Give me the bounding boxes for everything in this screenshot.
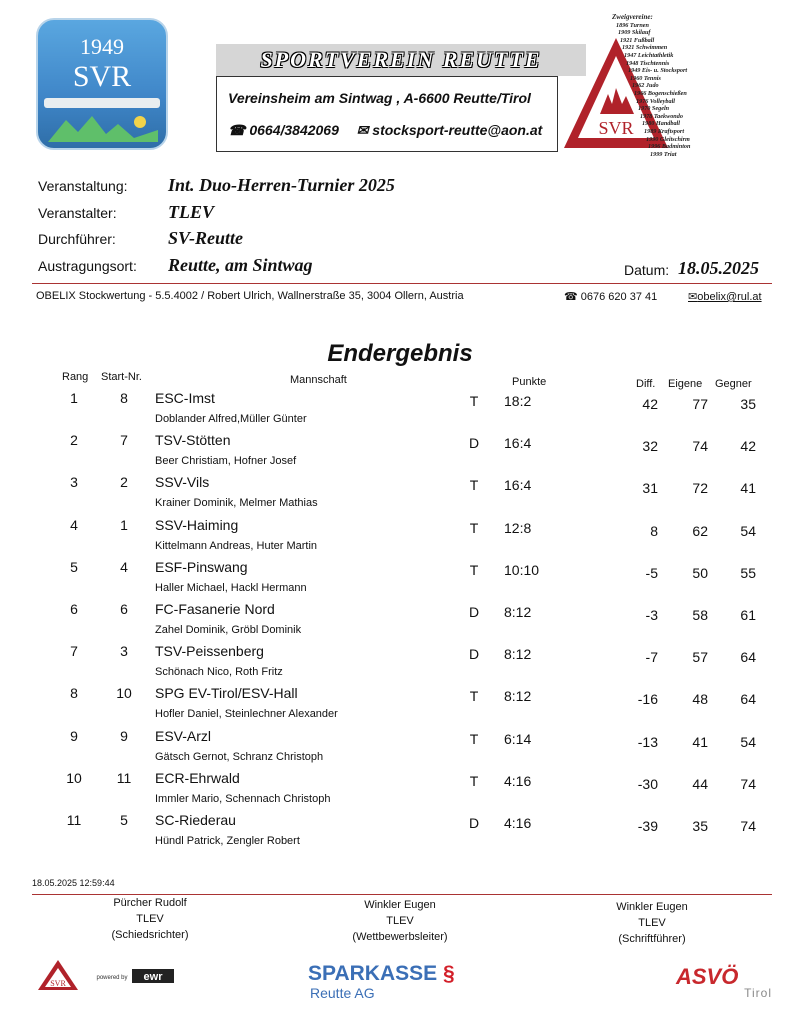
team-name: ESV-Arzl	[155, 727, 212, 744]
branch-item: 1948 Tischtennis	[626, 59, 670, 67]
country-code: D	[468, 646, 480, 663]
branch-item: 1949 Eis- u. Stocksport	[628, 67, 688, 75]
print-timestamp: 18.05.2025 12:59:44	[32, 878, 115, 888]
asvo-name: ASVÖ	[676, 964, 739, 989]
ort-value: Reutte, am Sintwag	[168, 255, 313, 275]
rank-cell: 2	[70, 432, 78, 449]
team-players: Doblander Alfred,Müller Günter	[155, 413, 307, 425]
own-score-cell: 77	[692, 396, 708, 412]
software-info: OBELIX Stockwertung - 5.5.4002 / Robert Ulrich, Wallnerstraße 35, 3004 Ollern, Austria	[36, 290, 464, 302]
triangle-abbr: SVR	[598, 118, 634, 138]
start-number-cell: 3	[120, 643, 128, 660]
team-players: Kittelmann Andreas, Huter Martin	[155, 539, 318, 552]
sparkasse-logo	[308, 962, 508, 1000]
team-name: SSV-Vils	[155, 474, 210, 491]
points-cell: 16:4	[504, 435, 532, 452]
team-name: ECR-Ehrwald	[155, 769, 240, 786]
own-score-cell: 35	[692, 818, 708, 834]
veranstalter-value: TLEV	[168, 202, 215, 222]
start-number-cell: 5	[120, 812, 128, 828]
signature-role: (Wettbewerbsleiter)	[352, 931, 448, 943]
signature-role: (Schiedsrichter)	[111, 929, 189, 941]
col-header-team: Mannschaft	[290, 374, 347, 386]
team-name: TSV-Stötten	[155, 432, 231, 449]
address-box	[216, 76, 558, 152]
points-cell: 8:12	[504, 646, 532, 663]
signature-name: Winkler Eugen	[616, 901, 688, 913]
diff-cell: -16	[637, 691, 658, 708]
rank-cell: 6	[70, 601, 78, 617]
country-code: T	[469, 688, 479, 705]
team-name: TSV-Peissenberg	[155, 643, 264, 660]
team-name: ESF-Pinswang	[155, 558, 248, 575]
divider	[32, 283, 772, 284]
svr-ewr-sponsor-logo	[36, 958, 178, 992]
asvo-logo	[676, 964, 772, 1000]
start-number-cell: 6	[120, 601, 128, 617]
rank-cell: 8	[70, 685, 78, 702]
rank-cell: 10	[66, 769, 82, 786]
col-header-eigene: Eigene	[668, 378, 703, 390]
team-name: SC-Riederau	[155, 812, 236, 828]
durchfuehrer-label: Durchführer:	[38, 231, 116, 247]
datum-label: Datum:	[624, 262, 670, 278]
col-header-rang: Rang	[62, 371, 89, 383]
diff-cell: -30	[637, 775, 658, 792]
diff-cell: 42	[642, 396, 658, 412]
team-name: SSV-Haiming	[155, 516, 239, 533]
software-mail-line[interactable]	[688, 290, 762, 303]
diff-cell: -7	[645, 649, 658, 666]
club-name: SPORTVEREIN REUTTE	[260, 47, 542, 72]
own-score-cell: 44	[692, 775, 708, 792]
branch-item: 1962 Judo	[632, 82, 659, 90]
signature-role: (Schriftführer)	[618, 933, 686, 945]
club-email[interactable]: stocksport-reutte@aon.at	[372, 122, 543, 138]
points-cell: 6:14	[504, 730, 532, 747]
start-number-cell: 2	[120, 474, 128, 491]
diff-cell: 8	[650, 522, 658, 539]
points-cell: 8:12	[504, 688, 532, 705]
signature-org: TLEV	[638, 917, 666, 929]
points-cell: 18:2	[504, 393, 532, 409]
own-score-cell: 62	[692, 522, 708, 539]
branch-item: 1960 Tennis	[630, 74, 661, 82]
branch-item: 1978 Taekwondo	[640, 112, 683, 120]
own-score-cell: 72	[692, 480, 708, 497]
signature-block	[330, 897, 470, 945]
diff-cell: -39	[637, 818, 658, 834]
veranstaltung-label: Veranstaltung:	[38, 178, 128, 194]
own-score-cell: 48	[692, 691, 708, 708]
points-cell: 4:16	[504, 772, 532, 789]
start-number-cell: 8	[120, 390, 128, 406]
durchfuehrer-value: SV-Reutte	[168, 228, 244, 248]
team-name: SPG EV-Tirol/ESV-Hall	[155, 685, 298, 702]
veranstaltung-value: Int. Duo-Herren-Turnier 2025	[168, 175, 395, 195]
logo-year: 1949	[80, 34, 124, 59]
branch-item: 1996 Badminton	[648, 143, 691, 151]
signature-block	[80, 895, 220, 943]
veranstalter-label: Veranstalter:	[38, 205, 117, 221]
team-name: FC-Fasanerie Nord	[155, 601, 275, 617]
country-code: T	[469, 730, 479, 747]
datum-value: 18.05.2025	[678, 258, 759, 278]
own-score-cell: 41	[692, 733, 708, 750]
rank-cell: 5	[70, 558, 78, 575]
country-code: T	[469, 561, 479, 578]
country-code: D	[468, 435, 480, 452]
signature-name: Pürcher Rudolf	[113, 897, 187, 909]
branch-list	[612, 14, 792, 158]
team-players: Beer Christiam, Hofner Josef	[155, 455, 297, 468]
country-code: T	[469, 393, 479, 409]
opponent-score-cell: 61	[740, 607, 756, 623]
logo-abbr: SVR	[72, 60, 132, 93]
diff-cell: 31	[642, 480, 658, 497]
branch-item: 1909 Skilauf	[618, 29, 651, 37]
ort-label: Austragungsort:	[38, 258, 137, 274]
points-cell: 4:16	[504, 815, 532, 831]
branch-item: 1921 Schwimmen	[622, 44, 668, 52]
col-header-start: Start-Nr.	[101, 371, 142, 383]
rank-cell: 11	[66, 812, 82, 828]
branch-item: 1990 Gleitschirm	[646, 135, 690, 143]
sparkasse-name: SPARKASSE	[308, 962, 438, 985]
sponsor1-abbr: SVR	[50, 979, 66, 988]
signature-org: TLEV	[136, 913, 164, 925]
logo-ribbon	[44, 98, 160, 108]
results-title: Endergebnis	[327, 340, 473, 367]
branch-item: 1980 Handball	[642, 120, 680, 128]
diff-cell: -3	[645, 607, 658, 623]
signature-block	[582, 899, 722, 947]
start-number-cell: 7	[120, 432, 128, 449]
team-players: Hündl Patrick, Zengler Robert	[155, 835, 300, 847]
opponent-score-cell: 54	[740, 733, 756, 750]
country-code: D	[468, 815, 480, 831]
opponent-score-cell: 42	[740, 438, 756, 455]
mail-icon: ✉	[356, 122, 369, 138]
sparkasse-branch: Reutte AG	[310, 985, 375, 1001]
asvo-region: Tirol	[744, 986, 772, 1000]
own-score-cell: 58	[692, 607, 708, 623]
phone-icon: ☎	[228, 122, 246, 138]
team-players: Haller Michael, Hackl Hermann	[155, 581, 307, 594]
own-score-cell: 50	[692, 564, 708, 581]
country-code: D	[468, 604, 480, 620]
start-number-cell: 9	[120, 727, 128, 744]
opponent-score-cell: 74	[740, 818, 756, 834]
club-address: Vereinsheim am Sintwag , A-6600 Reutte/Tirol	[228, 90, 531, 106]
branch-item: 1896 Turnen	[616, 21, 649, 29]
mail-icon: ✉	[688, 291, 698, 303]
start-number-cell: 1	[120, 516, 128, 533]
branch-item: 1999 Triat	[650, 150, 677, 158]
sponsor1-brand: ewr	[143, 971, 163, 983]
rank-cell: 9	[70, 727, 78, 744]
sparkasse-s-icon: §	[442, 962, 455, 985]
rank-cell: 3	[70, 474, 78, 491]
phone-icon: ☎	[564, 291, 578, 303]
rank-cell: 4	[70, 516, 78, 533]
opponent-score-cell: 55	[740, 564, 756, 581]
col-header-gegner: Gegner	[715, 378, 752, 390]
club-logo-badge	[36, 18, 168, 150]
branch-item: 1970 Segeln	[638, 105, 670, 113]
opponent-score-cell: 64	[740, 649, 756, 666]
diff-cell: 32	[642, 438, 658, 455]
software-email[interactable]: obelix@rul.at	[697, 291, 762, 303]
rank-cell: 1	[70, 390, 78, 406]
start-number-cell: 4	[120, 558, 128, 575]
signature-name: Winkler Eugen	[364, 899, 436, 911]
sponsor1-powered: powered by	[96, 975, 128, 981]
country-code: T	[469, 772, 479, 789]
branch-item: 1947 Leichtathletik	[624, 51, 674, 59]
club-phone: 0664/3842069	[249, 122, 339, 138]
team-players: Schönach Nico, Roth Fritz	[155, 666, 283, 679]
branch-list-title: Zweigvereine:	[612, 13, 653, 21]
software-phone: 0676 620 37 41	[580, 291, 658, 303]
signature-org: TLEV	[386, 915, 414, 927]
branch-item: 1989 Kraftsport	[644, 127, 685, 135]
logo-landscape-icon	[48, 112, 158, 142]
points-cell: 16:4	[504, 477, 532, 494]
col-header-punkte: Punkte	[512, 376, 547, 388]
opponent-score-cell: 54	[740, 522, 756, 539]
branch-item: 1966 Bogenschießen	[634, 89, 687, 97]
branch-item: 1976 Volleyball	[636, 97, 676, 105]
start-number-cell: 11	[116, 769, 132, 786]
own-score-cell: 74	[692, 438, 708, 455]
points-cell: 10:10	[504, 561, 540, 578]
branch-item: 1921 Fußball	[620, 36, 655, 44]
diff-cell: -5	[645, 564, 658, 581]
points-cell: 8:12	[504, 604, 532, 620]
start-number-cell: 10	[116, 685, 132, 702]
club-contact	[228, 122, 542, 139]
opponent-score-cell: 35	[740, 396, 756, 412]
opponent-score-cell: 64	[740, 691, 756, 708]
country-code: T	[469, 519, 479, 536]
team-players: Immler Mario, Schennach Christoph	[155, 792, 331, 805]
col-header-diff: Diff.	[636, 378, 656, 390]
software-phone-line	[564, 290, 657, 303]
opponent-score-cell: 74	[740, 775, 756, 792]
own-score-cell: 57	[692, 649, 708, 666]
team-name: ESC-Imst	[155, 390, 215, 406]
country-code: T	[469, 477, 479, 494]
team-players: Hofler Daniel, Steinlechner Alexander	[155, 708, 338, 721]
points-cell: 12:8	[504, 519, 532, 536]
team-players: Gätsch Gernot, Schranz Christoph	[155, 750, 324, 763]
opponent-score-cell: 41	[740, 480, 756, 497]
team-players: Zahel Dominik, Gröbl Dominik	[155, 624, 302, 636]
diff-cell: -13	[637, 733, 658, 750]
rank-cell: 7	[70, 643, 78, 660]
team-players: Krainer Dominik, Melmer Mathias	[155, 497, 318, 510]
